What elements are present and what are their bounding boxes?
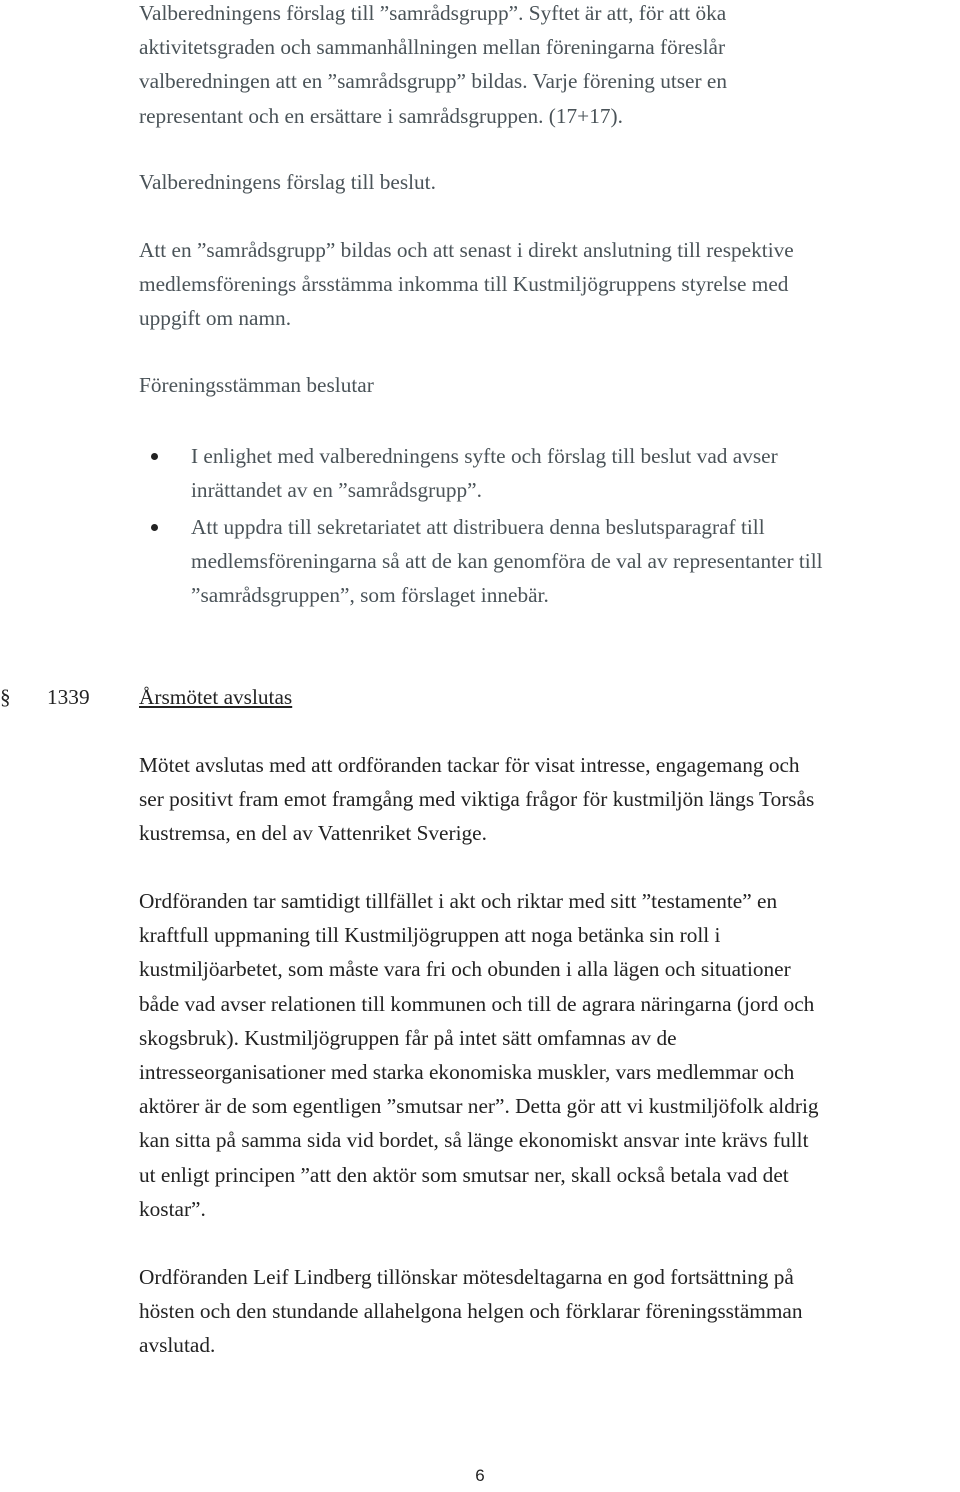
testament-line: både vad avser relationen till kommunen och till de agrara näringarna (jord och — [139, 991, 815, 1016]
section-title: Årsmötet avslutas — [139, 685, 293, 709]
intro-line: aktivitetsgraden och sammanhållningen mellan föreningarna föreslår — [139, 35, 726, 60]
farewell-line: avslutad. — [139, 1333, 216, 1358]
intro-line: Valberedningens förslag till ”samrådsgrupp”. Syftet är att, för att öka — [139, 1, 727, 25]
testament-line: Ordföranden tar samtidigt tillfället i akt och riktar med sitt ”testamente” en — [139, 889, 778, 913]
testament-line: skogsbruk). Kustmiljögruppen får på intet sätt omfamnas av de — [139, 1025, 677, 1050]
bullet-line: inrättandet av en ”samrådsgrupp”. — [191, 478, 482, 503]
bullet-line: Att uppdra till sekretariatet att distribuera denna beslutsparagraf till — [191, 515, 765, 539]
testament-line: kan sitta på samma sida vid bordet, så länge ekonomiskt ansvar inte krävs fullt — [139, 1128, 809, 1153]
closing-line: Mötet avslutas med att ordföranden tackar för visat intresse, engagemang och — [139, 753, 800, 777]
closing-line: ser positivt fram emot framgång med viktiga frågor för kustmiljön längs Torsås — [139, 787, 815, 812]
bullet-dot — [151, 453, 158, 460]
proposal-line: Att en ”samrådsgrupp” bildas och att senast i direkt anslutning till respektive — [139, 238, 794, 262]
section-number: 1339 — [47, 685, 90, 709]
proposal-heading: Valberedningens förslag till beslut. — [139, 170, 436, 194]
testament-paragraph — [139, 884, 960, 1226]
proposal-paragraph — [139, 233, 960, 336]
proposal-line: medlemsförenings årsstämma inkomma till Kustmiljögruppens styrelse med — [139, 272, 789, 297]
intro-line: valberedningen att en ”samrådsgrupp” bildas. Varje förening utser en — [139, 69, 728, 94]
bullet-dot — [151, 524, 158, 531]
proposal-line: uppgift om namn. — [139, 306, 292, 331]
bullet-line: medlemsföreningarna så att de kan genomföra de val av representanter till — [191, 549, 823, 574]
section-mark: § — [0, 685, 11, 709]
testament-line: kostar”. — [139, 1196, 206, 1221]
farewell-paragraph — [139, 1260, 960, 1363]
decision-heading-block — [139, 368, 960, 402]
decision-heading: Föreningsstämman beslutar — [139, 373, 374, 397]
testament-line: aktörer är de som egentligen ”smutsar ner”. Detta gör att vi kustmiljöfolk aldrig — [139, 1094, 819, 1119]
bullet-text — [191, 510, 823, 613]
page-number: 6 — [475, 1466, 485, 1485]
farewell-line: Ordföranden Leif Lindberg tillönskar mötesdeltagarna en god fortsättning på — [139, 1265, 794, 1289]
farewell-line: hösten och den stundande allahelgona helgen och förklarar föreningsstämman — [139, 1299, 803, 1324]
intro-line: representant och en ersättare i samrådsgruppen. (17+17). — [139, 103, 623, 128]
closing-paragraph — [139, 748, 960, 851]
testament-line: kraftfull uppmaning till Kustmiljögruppen att noga betänka sin roll i — [139, 923, 721, 948]
intro-paragraph — [139, 0, 960, 133]
bullet-line: ”samrådsgruppen”, som förslaget innebär. — [191, 583, 549, 608]
testament-line: intresseorganisationer med starka ekonomiska muskler, vars medlemmar och — [139, 1060, 795, 1085]
bullet-text — [191, 439, 778, 507]
testament-line: ut enligt principen ”att den aktör som smutsar ner, skall också betala vad det — [139, 1162, 789, 1187]
closing-line: kustremsa, en del av Vattenriket Sverige. — [139, 821, 487, 846]
testament-line: kustmiljöarbetet, som måste vara fri och obunden i alla lägen och situationer — [139, 957, 791, 982]
bullet-line: I enlighet med valberedningens syfte och förslag till beslut vad avser — [191, 444, 778, 468]
proposal-heading-block — [139, 165, 960, 199]
